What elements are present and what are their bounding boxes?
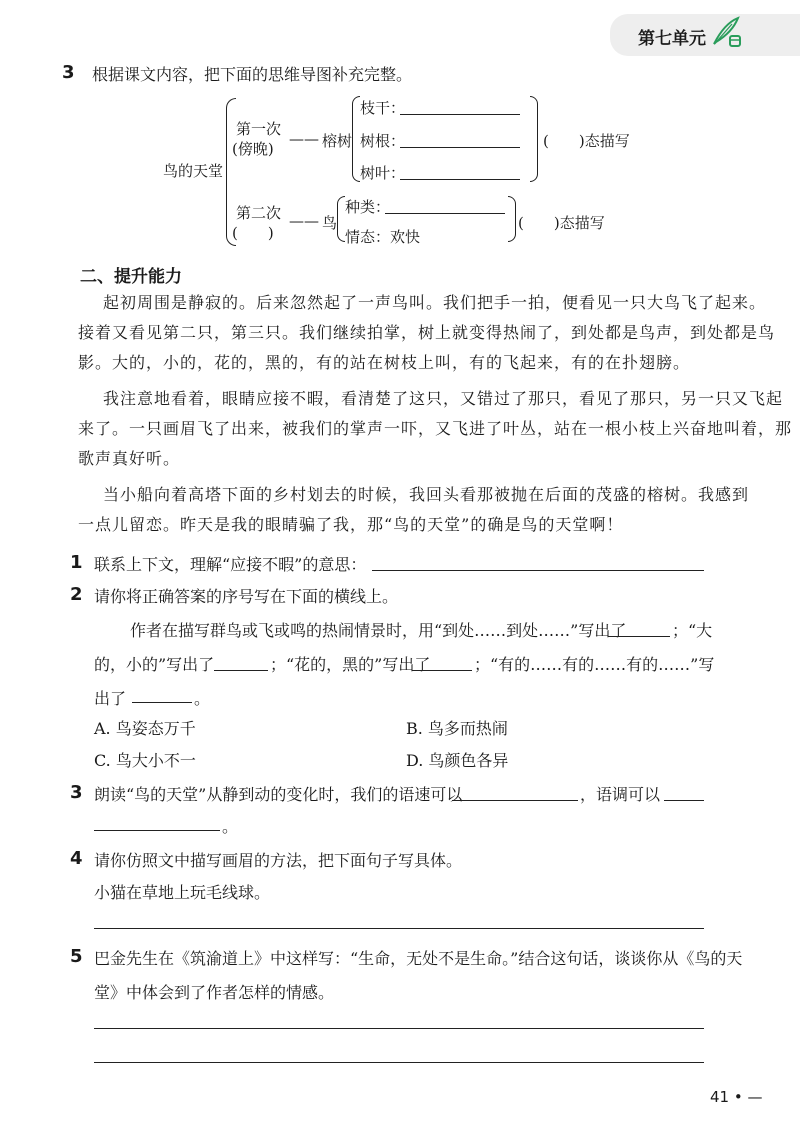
q3-number: 3 xyxy=(70,782,83,803)
q5-answer-line[interactable] xyxy=(94,1062,704,1063)
mindmap-first-item: 树叶： xyxy=(360,164,406,182)
q3-end: 。 xyxy=(222,817,239,836)
mindmap-first-bracket[interactable]: ( )态描写 xyxy=(543,132,630,150)
q2-number: 2 xyxy=(70,584,83,605)
q5-answer-line[interactable] xyxy=(94,1028,704,1029)
q2-option-c: C. 鸟大小不一 xyxy=(94,751,196,770)
q3-text2: ，语调可以 xyxy=(580,785,661,804)
mindmap-second-item: 情态：欢快 xyxy=(345,228,421,246)
q2-line2b: ；“花的，黑的”写出了 xyxy=(270,655,431,674)
q4-text: 请你仿照文中描写画眉的方法，把下面句子写具体。 xyxy=(94,851,463,870)
mindmap-root-answer-line[interactable] xyxy=(400,147,520,148)
passage-line: 歌声真好听。 xyxy=(78,449,181,468)
q3-blank-speed[interactable] xyxy=(452,800,578,801)
q3-mindmap-number: 3 xyxy=(62,62,75,83)
mindmap-leaf-answer-line[interactable] xyxy=(400,179,520,180)
q3-mindmap-prompt: 根据课文内容，把下面的思维导图补充完整。 xyxy=(92,65,413,84)
section-title: 二、提升能力 xyxy=(80,267,182,287)
mindmap-first-label: 第一次 xyxy=(236,120,282,138)
mindmap-first-subject: 榕树 xyxy=(322,132,353,150)
passage-line: 当小船向着高塔下面的乡村划去的时候，我回头看那被抛在后面的茂盛的榕树。我感到 xyxy=(103,485,750,504)
mindmap-second-bracket[interactable]: ( )态描写 xyxy=(518,214,605,232)
mindmap-second-subject: 鸟 xyxy=(322,214,338,232)
q1-answer-line[interactable] xyxy=(372,570,704,571)
passage-line: 起初周围是静寂的。后来忽然起了一声鸟叫。我们把手一拍，便看见一只大鸟飞了起来。 xyxy=(103,293,767,312)
q2-blank-3[interactable] xyxy=(412,670,472,671)
q4-sentence: 小猫在草地上玩毛线球。 xyxy=(94,883,271,902)
mindmap-first-item: 枝干： xyxy=(360,99,406,117)
mindmap-first-close-brace xyxy=(530,96,538,182)
mindmap-root: 鸟的天堂 xyxy=(163,162,224,180)
passage-line: 我注意地看着，眼睛应接不暇，看清楚了这只，又错过了那只，看见了那只，另一只又飞起 xyxy=(103,389,784,408)
q2-text: 请你将正确答案的序号写在下面的横线上。 xyxy=(94,587,399,606)
mindmap-first-time: (傍晚) xyxy=(232,140,274,158)
q2-option-d: D. 鸟颜色各异 xyxy=(406,751,509,770)
q2-blank-4[interactable] xyxy=(132,702,192,703)
mindmap-second-item: 种类： xyxy=(345,198,391,216)
q3-text1: 朗读“鸟的天堂”从静到动的变化时，我们的语速可以 xyxy=(94,785,463,804)
q2-option-a: A. 鸟姿态万千 xyxy=(94,719,196,738)
q5-number: 5 xyxy=(70,946,83,967)
passage-line: 来了。一只画眉飞了出来，被我们的掌声一吓，又飞进了叶丛，站在一根小枝上兴奋地叫着，那 xyxy=(78,419,793,438)
q2-line3b: 。 xyxy=(194,689,211,708)
q4-number: 4 xyxy=(70,848,83,869)
passage-line: 一点儿留恋。昨天是我的眼睛骗了我，那“鸟的天堂”的确是鸟的天堂啊！ xyxy=(78,515,624,534)
q2-line1b: ；“大 xyxy=(672,621,713,640)
mindmap-second-brace xyxy=(337,196,345,242)
q5-line1: 巴金先生在《筑渝道上》中这样写：“生命，无处不是生命。”结合这句话，谈谈你从《鸟的天 xyxy=(94,949,743,968)
mindmap-species-answer-line[interactable] xyxy=(385,213,505,214)
mindmap-branch-answer-line[interactable] xyxy=(400,114,520,115)
mindmap-first-dash: —— xyxy=(289,130,319,148)
passage-line: 接着又看见第二只，第三只。我们继续拍掌，树上就变得热闹了，到处都是鸟声，到处都是鸟 xyxy=(78,323,776,342)
quill-ink-icon xyxy=(708,14,744,50)
q1-text: 联系上下文，理解“应接不暇”的意思： xyxy=(94,555,367,574)
passage-line: 影。大的，小的，花的，黑的，有的站在树枝上叫，有的飞起来，有的在扑翅膀。 xyxy=(78,353,691,372)
mindmap-second-label: 第二次 xyxy=(236,204,282,222)
q2-option-b: B. 鸟多而热闹 xyxy=(406,719,508,738)
q2-line1a: 作者在描写群鸟或飞或鸣的热闹情景时，用“到处……到处……”写出了 xyxy=(130,621,627,640)
q1-number: 1 xyxy=(70,552,83,573)
q2-blank-2[interactable] xyxy=(214,670,268,671)
q5-line2: 堂》中体会到了作者怎样的情感。 xyxy=(94,983,335,1002)
mindmap-first-brace xyxy=(352,96,360,182)
mindmap-second-close-brace xyxy=(508,196,516,242)
mindmap-first-item: 树根： xyxy=(360,132,406,150)
mindmap-second-time[interactable]: ( ) xyxy=(232,224,274,242)
q2-line2c: ；“有的……有的……有的……”写 xyxy=(474,655,715,674)
q3-blank-tone-cont[interactable] xyxy=(94,830,220,831)
q2-blank-1[interactable] xyxy=(608,636,670,637)
q2-line2a: 的，小的”写出了 xyxy=(94,655,215,674)
q3-blank-tone[interactable] xyxy=(664,800,704,801)
page-number: 41 • — xyxy=(710,1088,763,1106)
q2-line3a: 出了 xyxy=(94,689,127,708)
mindmap-second-dash: —— xyxy=(289,212,319,230)
q4-answer-line[interactable] xyxy=(94,928,704,929)
unit-label: 第七单元 xyxy=(638,29,706,49)
